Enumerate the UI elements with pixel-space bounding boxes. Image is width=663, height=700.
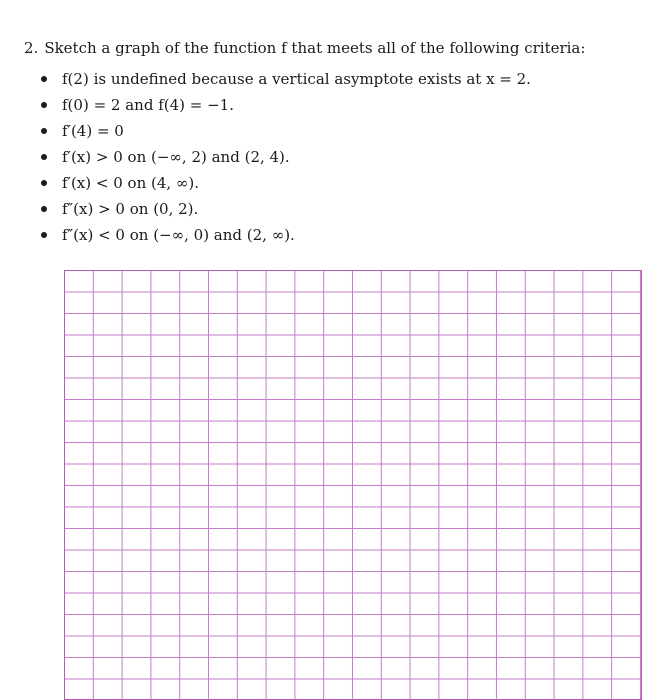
bullet-icon <box>41 232 47 238</box>
bullet-icon <box>41 76 47 82</box>
criteria-text: f″(x) < 0 on (−∞, 0) and (2, ∞). <box>62 226 295 244</box>
criteria-item <box>62 92 644 118</box>
criteria-text: f′(x) > 0 on (−∞, 2) and (2, 4). <box>62 148 290 166</box>
criteria-list <box>24 66 644 248</box>
criteria-item <box>62 170 644 196</box>
problem-text: Sketch a graph of the function f that meets all of the following criteria: <box>44 39 586 57</box>
criteria-text: f″(x) > 0 on (0, 2). <box>62 200 199 218</box>
criteria-text: f(2) is undefined because a vertical asymptote exists at x = 2. <box>62 70 531 88</box>
criteria-item <box>62 196 644 222</box>
problem-number: 2. <box>24 39 39 57</box>
criteria-text: f′(4) = 0 <box>62 122 124 140</box>
criteria-item <box>62 222 644 248</box>
criteria-text: f(0) = 2 and f(4) = −1. <box>62 96 234 114</box>
criteria-item <box>62 118 644 144</box>
graph-paper-grid[interactable] <box>64 270 642 700</box>
bullet-icon <box>41 102 47 108</box>
bullet-icon <box>41 180 47 186</box>
criteria-text: f′(x) < 0 on (4, ∞). <box>62 174 200 192</box>
criteria-item <box>62 144 644 170</box>
criteria-item <box>62 66 644 92</box>
bullet-icon <box>41 128 47 134</box>
problem-statement <box>24 38 644 59</box>
bullet-icon <box>41 154 47 160</box>
bullet-icon <box>41 206 47 212</box>
problem-block <box>24 38 644 248</box>
